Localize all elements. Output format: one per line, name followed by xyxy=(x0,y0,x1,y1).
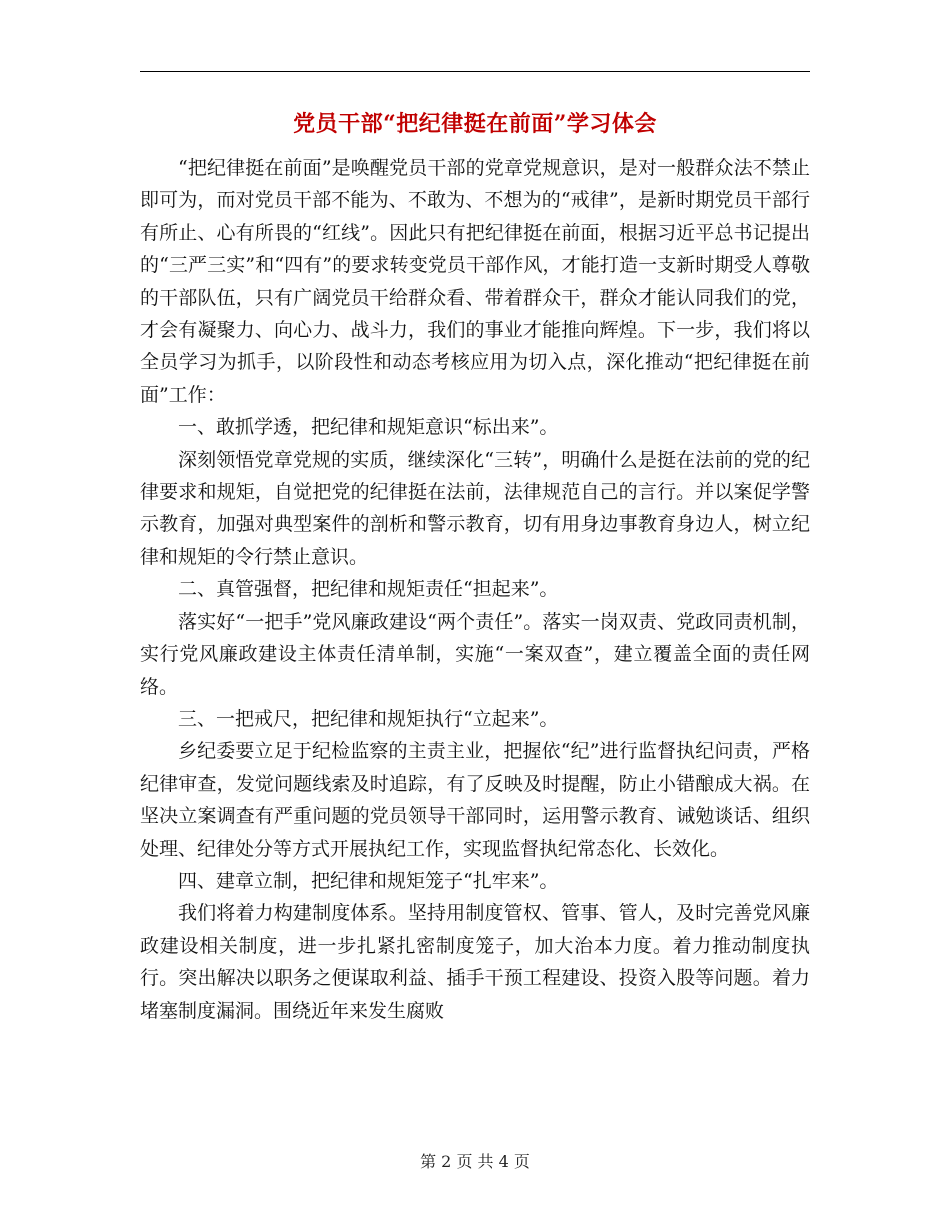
section-paragraph-3: 乡纪委要立足于纪检监察的主责主业，把握依“纪”进行监督执纪问责，严格纪律审查，发觉问题线索及时追踪，有了反映及时提醒，防止小错酿成大祸。在坚决立案调查有严重问题的党员领导干部同时，运用警示教育、诫勉谈话、组织处理、纪律处分等方式开展执纪工作，实现监督执纪常态化、长效化。 xyxy=(140,740,810,860)
intro-paragraph: “把纪律挺在前面”是唤醒党员干部的党章党规意识，是对一般群众法不禁止即可为，而对党员干部不能为、不敢为、不想为的“戒律”，是新时期党员干部行有所止、心有所畏的“红线”。因此只有把纪律挺在前面，根据习近平总书记提出的“三严三实”和“四有”的要求转变党员干部作风，才能打造一支新时期受人尊敬的干部队伍，只有广阔党员干给群众看、带着群众干，群众才能认同我们的党，才会有凝聚力、向心力、战斗力，我们的事业才能推向辉煌。下一步，我们将以全员学习为抓手，以阶段性和动态考核应用为切入点，深化推动“把纪律挺在前面”工作： xyxy=(140,157,810,406)
section-heading-2: 二、真管强督，把纪律和规矩责任“担起来”。 xyxy=(178,578,559,601)
document-title: 党员干部“把纪律挺在前面”学习体会 xyxy=(293,111,657,137)
section-heading-3: 三、一把戒尺，把纪律和规矩执行“立起来”。 xyxy=(178,707,559,730)
section-heading-1: 一、敢抓学透，把纪律和规矩意识“标出来”。 xyxy=(178,416,559,439)
page-number-footer: 第 2 页 共 4 页 xyxy=(420,1152,530,1171)
section-paragraph-1: 深刻领悟党章党规的实质，继续深化“三转”，明确什么是挺在法前的党的纪律要求和规矩，自觉把党的纪律挺在法前，法律规范自己的言行。并以案促学警示教育，加强对典型案件的剖析和警示教育，切有用身边事教育身边人，树立纪律和规矩的令行禁止意识。 xyxy=(140,448,810,568)
section-paragraph-2: 落实好“一把手”党风廉政建设“两个责任”。落实一岗双责、党政同责机制，实行党风廉政建设主体责任清单制，实施“一案双查”，建立覆盖全面的责任网络。 xyxy=(140,610,810,698)
header-rule xyxy=(140,71,810,72)
section-heading-4: 四、建章立制，把纪律和规矩笼子“扎牢来”。 xyxy=(178,869,559,892)
section-paragraph-4: 我们将着力构建制度体系。坚持用制度管权、管事、管人，及时完善党风廉政建设相关制度，进一步扎紧扎密制度笼子，加大治本力度。着力推动制度执行。突出解决以职务之便谋取利益、插手干预工程建设、投资入股等问题。着力堵塞制度漏洞。围绕近年来发生腐败 xyxy=(140,902,810,1022)
document-body xyxy=(140,152,810,1027)
